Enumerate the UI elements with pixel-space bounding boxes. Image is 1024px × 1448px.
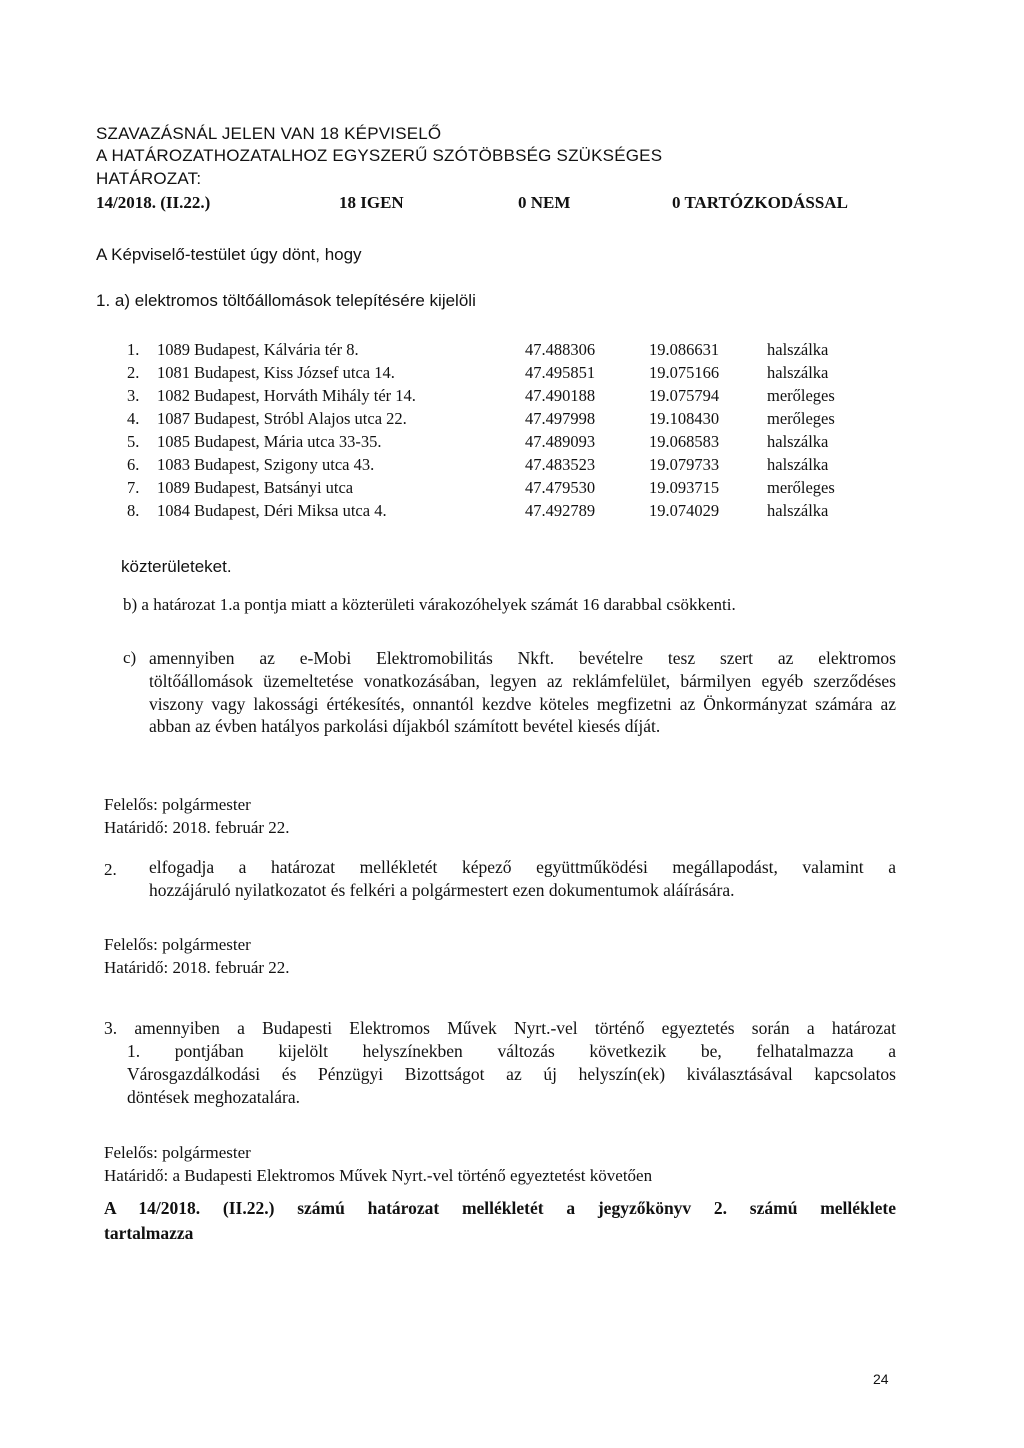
point-2-line-1: elfogadja a határozat mellékletét képező együttműködési megállapodást, valamint a bbox=[149, 857, 896, 877]
location-number: 7. bbox=[127, 478, 140, 497]
point-3-line-2: 1. pontjában kijelölt helyszínekben változás következik be, felhatalmazza a bbox=[127, 1041, 896, 1061]
location-parking-type: halszálka bbox=[767, 501, 829, 520]
point-3-line-3: Városgazdálkodási és Pénzügyi Bizottságot az új helyszín(ek) kiválasztásával kapcsolatos bbox=[127, 1064, 896, 1084]
location-latitude: 47.483523 bbox=[525, 455, 596, 474]
location-address: 1087 Budapest, Stróbl Alajos utca 22. bbox=[157, 409, 407, 428]
location-parking-type: halszálka bbox=[767, 363, 829, 382]
location-number: 5. bbox=[127, 432, 140, 451]
annex-note-line-1: A 14/2018. (II.22.) számú határozat mellékletét a jegyzőkönyv 2. számú melléklete bbox=[104, 1198, 896, 1218]
point-1c-body: töltőállomások üzemeltetése vonatkozásában, legyen az reklámfelület, bármilyen egyéb szerződéses viszony vagy lakossági értékesítés, onnantól kezdve köteles megfizetni az Önkormányzat számára az abban az évben hatályos parkolási díjakból számított bevétel kiesés díját. bbox=[149, 671, 896, 736]
vote-no: 0 NEM bbox=[518, 193, 571, 212]
location-parking-type: merőleges bbox=[767, 409, 835, 428]
location-number: 4. bbox=[127, 409, 140, 428]
point-1a-heading: 1. a) elektromos töltőállomások telepítésére kijelöli bbox=[96, 291, 476, 310]
point-3-line-4: döntések meghozatalára. bbox=[127, 1087, 300, 1107]
location-address: 1089 Budapest, Kálvária tér 8. bbox=[157, 340, 359, 359]
location-latitude: 47.489093 bbox=[525, 432, 596, 451]
point-2-deadline: Határidő: 2018. február 22. bbox=[104, 958, 290, 977]
location-latitude: 47.490188 bbox=[525, 386, 596, 405]
location-address: 1083 Budapest, Szigony utca 43. bbox=[157, 455, 375, 474]
location-parking-type: halszálka bbox=[767, 340, 829, 359]
vote-abstain: 0 TARTÓZKODÁSSAL bbox=[672, 193, 848, 212]
vote-yes: 18 IGEN bbox=[339, 193, 404, 212]
location-number: 3. bbox=[127, 386, 140, 405]
location-address: 1082 Budapest, Horváth Mihály tér 14. bbox=[157, 386, 416, 405]
location-parking-type: merőleges bbox=[767, 478, 835, 497]
point-1c-first-line: amennyiben az e-Mobi Elektromobilitás Nkft. bevételre tesz szert az elektromos bbox=[149, 648, 896, 668]
location-longitude: 19.086631 bbox=[649, 340, 720, 359]
location-address: 1089 Budapest, Batsányi utca bbox=[157, 478, 354, 497]
point-2-line-2: hozzájáruló nyilatkozatot és felkéri a polgármestert ezen dokumentumok aláírására. bbox=[149, 880, 735, 900]
location-number: 6. bbox=[127, 455, 140, 474]
location-latitude: 47.495851 bbox=[525, 363, 596, 382]
location-longitude: 19.075166 bbox=[649, 363, 720, 382]
location-latitude: 47.492789 bbox=[525, 501, 596, 520]
point-2-label: 2. bbox=[104, 860, 117, 879]
page-number: 24 bbox=[873, 1371, 889, 1387]
location-parking-type: merőleges bbox=[767, 386, 835, 405]
location-number: 2. bbox=[127, 363, 140, 382]
point-1a-closing: közterületeket. bbox=[121, 557, 232, 576]
point-3-deadline: Határidő: a Budapesti Elektromos Művek Nyrt.-vel történő egyeztetést követően bbox=[104, 1166, 653, 1185]
point-1c-label: c) bbox=[123, 648, 137, 667]
location-longitude: 19.079733 bbox=[649, 455, 720, 474]
point-3-responsible: Felelős: polgármester bbox=[104, 1143, 251, 1162]
vote-header-present: SZAVAZÁSNÁL JELEN VAN 18 KÉPVISELŐ bbox=[96, 124, 442, 143]
point-1b-text: b) a határozat 1.a pontja miatt a közterületi várakozóhelyek számát 16 darabbal csökkenti. bbox=[123, 595, 736, 614]
location-longitude: 19.075794 bbox=[649, 386, 720, 405]
location-longitude: 19.108430 bbox=[649, 409, 720, 428]
location-address: 1081 Budapest, Kiss József utca 14. bbox=[157, 363, 395, 382]
resolution-number: 14/2018. (II.22.) bbox=[96, 193, 211, 212]
location-longitude: 19.093715 bbox=[649, 478, 720, 497]
location-number: 8. bbox=[127, 501, 140, 520]
annex-note-line-2: tartalmazza bbox=[104, 1223, 194, 1243]
location-address: 1084 Budapest, Déri Miksa utca 4. bbox=[157, 501, 387, 520]
decision-intro: A Képviselő-testület úgy dönt, hogy bbox=[96, 245, 362, 264]
location-latitude: 47.488306 bbox=[525, 340, 596, 359]
location-parking-type: halszálka bbox=[767, 455, 829, 474]
vote-header-resolution: HATÁROZAT: bbox=[96, 169, 202, 188]
location-latitude: 47.497998 bbox=[525, 409, 596, 428]
point-1-deadline: Határidő: 2018. február 22. bbox=[104, 818, 290, 837]
vote-header-majority: A HATÁROZATHOZATALHOZ EGYSZERŰ SZÓTÖBBSÉG SZÜKSÉGES bbox=[96, 146, 663, 165]
location-latitude: 47.479530 bbox=[525, 478, 596, 497]
location-longitude: 19.074029 bbox=[649, 501, 720, 520]
point-1-responsible: Felelős: polgármester bbox=[104, 795, 251, 814]
point-2-responsible: Felelős: polgármester bbox=[104, 935, 251, 954]
point-3-line-1: 3. amennyiben a Budapesti Elektromos Művek Nyrt.-vel történő egyeztetés során a határozat bbox=[104, 1018, 896, 1038]
location-address: 1085 Budapest, Mária utca 33-35. bbox=[157, 432, 382, 451]
location-longitude: 19.068583 bbox=[649, 432, 720, 451]
location-number: 1. bbox=[127, 340, 140, 359]
location-parking-type: halszálka bbox=[767, 432, 829, 451]
